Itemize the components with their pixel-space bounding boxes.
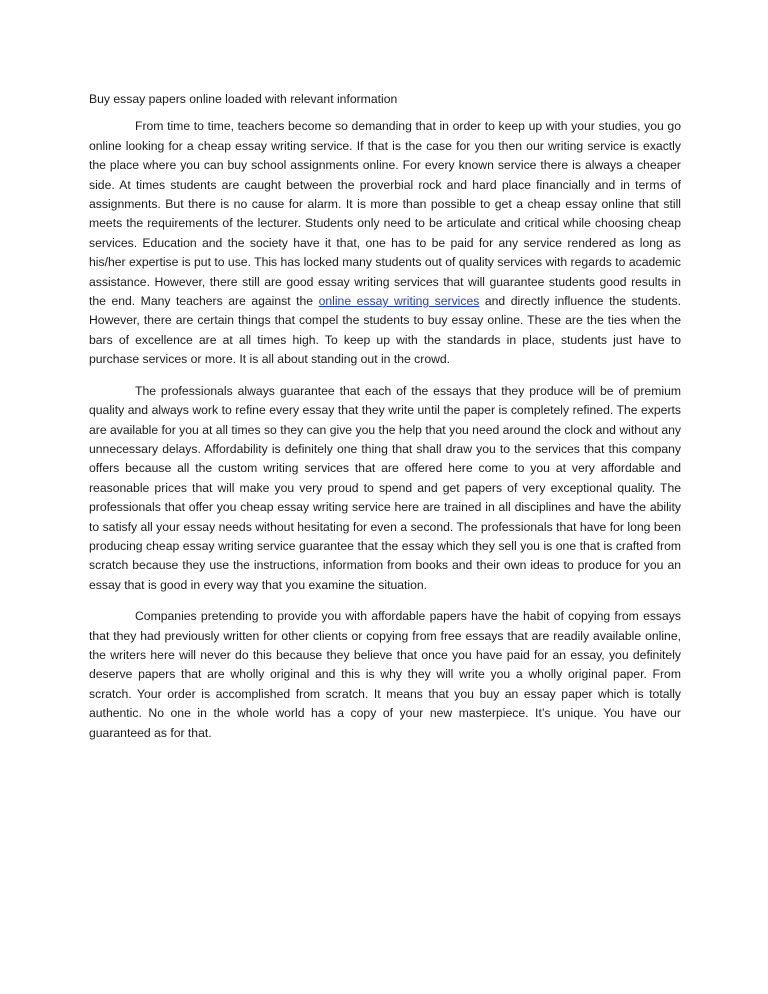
document-title: Buy essay papers online loaded with relevant information (89, 92, 398, 106)
document-body (89, 90, 681, 755)
paragraph-1-text-before-link: From time to time, teachers become so demanding that in order to keep up with your studies, you go online looking for a cheap essay writing service. If that is the case for you then our writing service is exactly the place where you can buy school assignments online. For every known service there is always a cheaper side. At times students are caught between the proverbial rock and hard place financially and in terms of assignments. But there is no cause for alarm. It is more than possible to get a cheap essay online that still meets the requirements of the lecturer. Students only need to be articulate and critical while choosing cheap services. Education and the society have it that, one has to be paid for any service rendered as long as his/her expertise is put to use. This has locked many students out of quality services with regards to academic assistance. However, there still are good essay writing services that will guarantee students good results in the end. Many teachers are against the (89, 119, 681, 309)
paragraph-1-text-after-link: and directly influence the students. However, there are certain things that compel the students to buy essay online. These are the ties when the bars of excellence are at all times high. To keep up with the standards in place, students just have to purchase services or more. It is all about standing out in the crowd. (89, 294, 681, 367)
paragraph-3: Companies pretending to provide you with affordable papers have the habit of copying from essays that they had previously written for other clients or copying from free essays that are readily available online, the writers here will never do this because they believe that once you have paid for an essay, you definitely deserve papers that are wholly original and this is why they will write you a wholly original paper. From scratch. Your order is accomplished from scratch. It means that you buy an essay paper which is totally authentic. No one in the whole world has a copy of your new masterpiece. It’s unique. You have our guaranteed as for that. (89, 609, 681, 740)
paragraph-2: The professionals always guarantee that each of the essays that they produce will be of premium quality and always work to refine every essay that they write until the paper is completely refined. The experts are available for you at all times so they can give you the help that you need around the clock and without any unnecessary delays. Affordability is definitely one thing that shall draw you to the services that this company offers because all the custom writing services that are offered here come to you at very affordable and reasonable prices that will make you very proud to spend and get papers of very exceptional quality. The professionals that offer you cheap essay writing service here are trained in all disciplines and have the ability to satisfy all your essay needs without hesitating for even a second. The professionals that have for long been producing cheap essay writing service guarantee that the essay which they sell you is one that is crafted from scratch because they use the instructions, information from books and their own ideas to produce for you an essay that is good in every way that you examine the situation. (89, 383, 681, 592)
online-essay-writing-services-link[interactable]: online essay writing services (318, 294, 480, 309)
paragraph-1 (89, 117, 681, 369)
